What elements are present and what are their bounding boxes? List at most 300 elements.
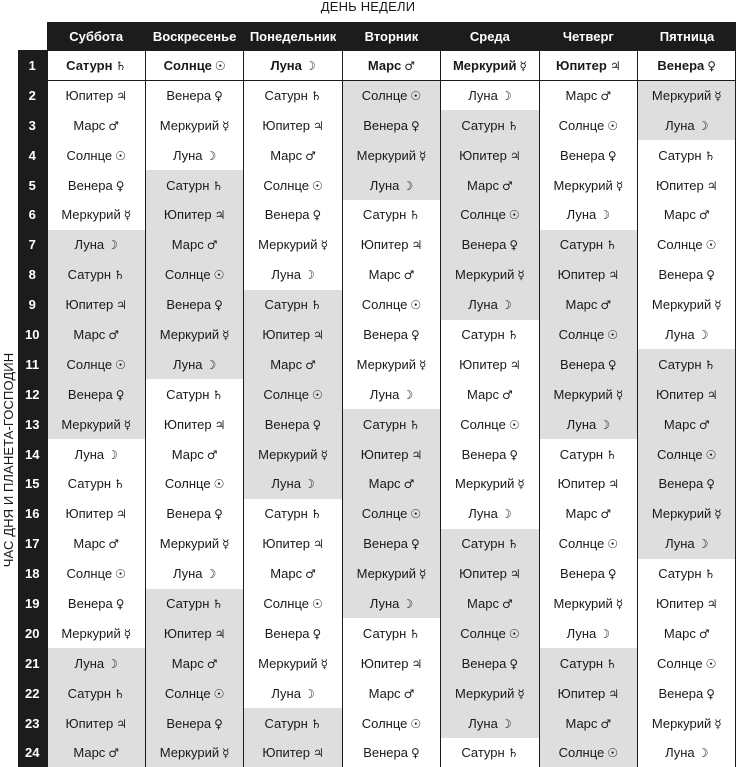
table-row (18, 559, 736, 589)
planet-name: Сатурн (362, 625, 407, 641)
planet-cell-tuesday (342, 51, 440, 81)
planet-name: Венера (560, 147, 605, 163)
planet-name: Солнце (657, 446, 703, 462)
moon-icon: ☽ (303, 477, 315, 492)
planet-name: Венера (658, 267, 704, 283)
planet-cell-tuesday (342, 409, 440, 439)
table-row (18, 80, 736, 110)
planet-cell-friday (638, 170, 736, 200)
mars-icon: ♂ (108, 745, 120, 760)
planet-name: Меркурий (61, 625, 121, 641)
planet-cell-monday (244, 708, 342, 738)
planet-cell-tuesday (342, 230, 440, 260)
planet-name: Солнце (263, 595, 309, 611)
planet-cell-thursday (539, 469, 637, 499)
planet-name: Юпитер (65, 715, 114, 731)
mars-icon: ♂ (108, 327, 120, 342)
mars-icon: ♂ (698, 417, 710, 432)
planet-name: Меркурий (159, 536, 220, 552)
moon-icon: ☽ (500, 507, 512, 522)
table-row (18, 140, 736, 170)
planet-name: Венера (67, 595, 113, 611)
planet-name: Сатурн (658, 147, 702, 163)
planet-cell-monday (244, 529, 342, 559)
planet-cell-friday (638, 618, 736, 648)
planet-cell-monday (244, 80, 342, 110)
planet-name: Луна (468, 297, 498, 313)
hour-number: 4 (18, 140, 47, 170)
planet-cell-wednesday (441, 200, 539, 230)
planet-cell-thursday (539, 140, 637, 170)
planet-name: Сатурн (264, 297, 308, 313)
sun-icon: ☉ (115, 357, 126, 372)
mercury-icon: ☿ (714, 89, 722, 104)
jupiter-icon: ♃ (509, 148, 521, 163)
jupiter-icon: ♃ (609, 58, 621, 73)
planet-name: Марс (171, 446, 204, 462)
table-row (18, 170, 736, 200)
planet-cell-saturday (47, 439, 145, 469)
saturn-icon: ♄ (310, 298, 322, 313)
planet-cell-saturday (47, 678, 145, 708)
planet-cell-tuesday (342, 320, 440, 350)
planet-cell-friday (638, 320, 736, 350)
planet-name: Юпитер (163, 416, 212, 432)
planet-cell-sunday (145, 738, 243, 767)
planet-cell-monday (244, 439, 342, 469)
planet-cell-wednesday (441, 618, 539, 648)
venus-icon: ♀ (214, 507, 223, 522)
planet-name: Юпитер (65, 506, 114, 522)
mars-icon: ♂ (305, 357, 316, 372)
hour-number: 18 (18, 559, 47, 589)
table-row (18, 529, 736, 559)
venus-icon: ♀ (706, 268, 716, 283)
planet-name: Венера (560, 566, 605, 582)
planet-cell-monday (244, 738, 342, 767)
jupiter-icon: ♃ (116, 298, 127, 313)
moon-icon: ☽ (599, 626, 610, 641)
moon-icon: ☽ (697, 537, 709, 552)
planet-cell-wednesday (441, 260, 539, 290)
planet-cell-tuesday (342, 708, 440, 738)
planet-name: Меркурий (553, 386, 613, 402)
planet-name: Меркурий (553, 595, 613, 611)
planet-cell-tuesday (342, 499, 440, 529)
moon-icon: ☽ (402, 178, 414, 193)
hour-number: 12 (18, 379, 47, 409)
planet-cell-sunday (145, 110, 243, 140)
planet-name: Луна (74, 655, 105, 671)
planet-name: Венера (363, 744, 408, 760)
planet-name: Юпитер (459, 566, 507, 582)
planet-cell-sunday (145, 439, 243, 469)
planet-cell-friday (638, 200, 736, 230)
sun-icon: ☉ (705, 238, 717, 253)
planet-name: Марс (663, 625, 696, 641)
table-row (18, 51, 736, 81)
venus-icon: ♀ (115, 178, 125, 193)
planet-name: Венера (657, 57, 705, 73)
saturn-icon: ♄ (212, 178, 224, 193)
mercury-icon: ☿ (519, 58, 527, 73)
saturn-icon: ♄ (115, 58, 127, 73)
sun-icon: ☉ (410, 507, 422, 522)
planet-name: Солнце (460, 416, 506, 432)
corner-cell (18, 22, 47, 51)
moon-icon: ☽ (205, 567, 217, 582)
planet-cell-wednesday (441, 170, 539, 200)
planet-name: Меркурий (356, 566, 416, 582)
planet-name: Луна (271, 476, 301, 492)
planet-cell-saturday (47, 290, 145, 320)
planet-cell-wednesday (441, 110, 539, 140)
table-row (18, 110, 736, 140)
planet-name: Меркурий (61, 207, 121, 223)
planet-name: Меркурий (258, 655, 318, 671)
planet-cell-wednesday (441, 439, 539, 469)
planet-cell-sunday (145, 200, 243, 230)
day-header-tuesday: Вторник (342, 22, 440, 51)
planet-cell-monday (244, 648, 342, 678)
sun-icon: ☉ (115, 148, 126, 163)
table-row (18, 708, 736, 738)
venus-icon: ♀ (707, 58, 717, 73)
planet-name: Меркурий (258, 446, 318, 462)
planet-cell-friday (638, 260, 736, 290)
planet-cell-tuesday (342, 140, 440, 170)
hour-number: 6 (18, 200, 47, 230)
planet-cell-saturday (47, 320, 145, 350)
table-row (18, 738, 736, 767)
planet-cell-wednesday (441, 379, 539, 409)
planet-cell-saturday (47, 738, 145, 767)
planet-name: Сатурн (461, 536, 505, 552)
planet-name: Луна (74, 237, 105, 253)
mercury-icon: ☿ (517, 686, 525, 701)
planet-cell-friday (638, 469, 736, 499)
planet-name: Солнце (558, 536, 605, 552)
planet-cell-tuesday (342, 529, 440, 559)
planet-name: Солнце (164, 685, 211, 701)
venus-icon: ♀ (214, 89, 223, 104)
planet-name: Меркурий (651, 297, 712, 313)
venus-icon: ♀ (509, 238, 519, 253)
planet-cell-monday (244, 409, 342, 439)
table-row (18, 260, 736, 290)
saturn-icon: ♄ (409, 208, 421, 223)
hour-number: 20 (18, 618, 47, 648)
moon-icon: ☽ (402, 596, 414, 611)
planet-name: Луна (566, 416, 597, 432)
planet-name: Венера (67, 386, 113, 402)
table-row (18, 320, 736, 350)
planet-name: Юпитер (262, 744, 311, 760)
saturn-icon: ♄ (310, 89, 322, 104)
moon-icon: ☽ (500, 716, 512, 731)
venus-icon: ♀ (509, 447, 519, 462)
planet-cell-saturday (47, 230, 145, 260)
planet-cell-friday (638, 738, 736, 767)
planet-name: Марс (663, 207, 696, 223)
planet-name: Марс (368, 267, 401, 283)
mercury-icon: ☿ (222, 745, 230, 760)
saturn-icon: ♄ (310, 507, 322, 522)
planet-cell-monday (244, 589, 342, 619)
planet-name: Юпитер (557, 476, 606, 492)
planetary-hours-table (18, 22, 736, 767)
planet-name: Луна (665, 536, 695, 552)
hour-number: 3 (18, 110, 47, 140)
saturn-icon: ♄ (114, 686, 125, 701)
planet-cell-friday (638, 529, 736, 559)
mars-icon: ♂ (403, 268, 415, 283)
table-row (18, 230, 736, 260)
venus-icon: ♀ (410, 327, 420, 342)
mercury-icon: ☿ (714, 716, 722, 731)
planet-cell-sunday (145, 349, 243, 379)
planet-name: Юпитер (459, 356, 507, 372)
planet-name: Солнце (558, 744, 605, 760)
mars-icon: ♂ (403, 477, 415, 492)
mercury-icon: ☿ (517, 477, 525, 492)
table-row (18, 349, 736, 379)
venus-icon: ♀ (312, 208, 322, 223)
planet-name: Сатурн (67, 476, 111, 492)
sun-icon: ☉ (607, 537, 619, 552)
moon-icon: ☽ (107, 656, 118, 671)
moon-icon: ☽ (697, 118, 709, 133)
planet-cell-sunday (145, 708, 243, 738)
saturn-icon: ♄ (114, 268, 125, 283)
planet-name: Венера (363, 536, 408, 552)
mars-icon: ♂ (206, 656, 218, 671)
planet-cell-monday (244, 260, 342, 290)
hour-number: 8 (18, 260, 47, 290)
planet-cell-thursday (539, 439, 637, 469)
sun-icon: ☉ (213, 477, 225, 492)
planet-cell-wednesday (441, 708, 539, 738)
planet-cell-monday (244, 469, 342, 499)
planet-name: Солнце (263, 177, 309, 193)
sun-icon: ☉ (311, 178, 323, 193)
planet-name: Сатурн (658, 566, 702, 582)
planet-name: Юпитер (656, 386, 704, 402)
planet-name: Венера (363, 326, 408, 342)
venus-icon: ♀ (214, 298, 223, 313)
hour-number: 22 (18, 678, 47, 708)
planet-name: Марс (270, 147, 303, 163)
moon-icon: ☽ (303, 686, 315, 701)
planet-name: Марс (171, 655, 204, 671)
planet-cell-thursday (539, 290, 637, 320)
planet-name: Марс (73, 744, 106, 760)
planet-cell-saturday (47, 140, 145, 170)
planet-cell-thursday (539, 708, 637, 738)
planet-name: Марс (663, 416, 696, 432)
planet-cell-sunday (145, 618, 243, 648)
planet-cell-sunday (145, 320, 243, 350)
sun-icon: ☉ (214, 58, 226, 73)
planet-cell-wednesday (441, 80, 539, 110)
planet-name: Сатурн (461, 117, 505, 133)
planet-cell-saturday (47, 349, 145, 379)
planet-cell-sunday (145, 589, 243, 619)
planet-cell-tuesday (342, 260, 440, 290)
planet-cell-thursday (539, 200, 637, 230)
planet-cell-friday (638, 589, 736, 619)
mars-icon: ♂ (108, 118, 120, 133)
planet-cell-friday (638, 140, 736, 170)
planet-cell-saturday (47, 379, 145, 409)
planet-name: Меркурий (651, 506, 712, 522)
moon-icon: ☽ (304, 58, 316, 73)
saturn-icon: ♄ (507, 118, 519, 133)
planet-name: Юпитер (556, 57, 607, 73)
planet-cell-monday (244, 499, 342, 529)
mercury-icon: ☿ (418, 567, 427, 582)
planet-cell-saturday (47, 648, 145, 678)
sun-icon: ☉ (410, 716, 422, 731)
mercury-icon: ☿ (714, 507, 722, 522)
sun-icon: ☉ (705, 447, 717, 462)
planet-cell-friday (638, 559, 736, 589)
planet-name: Юпитер (656, 177, 704, 193)
planet-name: Солнце (163, 57, 212, 73)
saturn-icon: ♄ (409, 417, 421, 432)
planet-cell-tuesday (342, 290, 440, 320)
planet-cell-tuesday (342, 618, 440, 648)
planet-name: Юпитер (65, 88, 114, 104)
planet-name: Юпитер (262, 117, 311, 133)
planet-cell-thursday (539, 589, 637, 619)
planet-name: Солнце (66, 147, 113, 163)
planet-cell-saturday (47, 618, 145, 648)
planet-cell-sunday (145, 260, 243, 290)
planet-name: Луна (369, 595, 400, 611)
planet-cell-monday (244, 140, 342, 170)
planet-cell-tuesday (342, 200, 440, 230)
planet-cell-saturday (47, 589, 145, 619)
planet-name: Сатурн (461, 326, 505, 342)
planet-name: Венера (461, 237, 507, 253)
table-row (18, 678, 736, 708)
planet-name: Венера (264, 625, 310, 641)
planet-cell-sunday (145, 469, 243, 499)
table-row (18, 439, 736, 469)
hour-number: 10 (18, 320, 47, 350)
planet-name: Меркурий (452, 57, 517, 73)
table-row (18, 200, 736, 230)
planet-name: Меркурий (159, 326, 220, 342)
planet-cell-monday (244, 200, 342, 230)
saturn-icon: ♄ (704, 567, 716, 582)
mercury-icon: ☿ (615, 387, 624, 402)
planet-cell-thursday (539, 618, 637, 648)
moon-icon: ☽ (107, 447, 118, 462)
planet-name: Сатурн (559, 237, 604, 253)
planet-cell-thursday (539, 499, 637, 529)
planet-cell-wednesday (441, 51, 539, 81)
day-header-thursday: Четверг (539, 22, 637, 51)
planet-name: Венера (560, 356, 605, 372)
planet-cell-wednesday (441, 349, 539, 379)
sun-icon: ☉ (213, 268, 225, 283)
planet-name: Марс (467, 177, 499, 193)
mars-icon: ♂ (600, 298, 612, 313)
planet-cell-monday (244, 51, 342, 81)
planet-name: Сатурн (264, 715, 308, 731)
mercury-icon: ☿ (222, 118, 230, 133)
saturn-icon: ♄ (114, 477, 125, 492)
moon-icon: ☽ (205, 357, 217, 372)
mars-icon: ♂ (108, 537, 120, 552)
sun-icon: ☉ (508, 626, 520, 641)
jupiter-icon: ♃ (313, 537, 324, 552)
planet-cell-sunday (145, 170, 243, 200)
planet-name: Солнце (66, 356, 113, 372)
planet-cell-thursday (539, 678, 637, 708)
sun-icon: ☉ (311, 387, 323, 402)
planet-name: Сатурн (362, 416, 407, 432)
planet-cell-tuesday (342, 110, 440, 140)
planet-cell-monday (244, 290, 342, 320)
planet-cell-friday (638, 648, 736, 678)
planet-cell-wednesday (441, 469, 539, 499)
jupiter-icon: ♃ (214, 626, 226, 641)
mercury-icon: ☿ (123, 208, 132, 223)
planet-cell-tuesday (342, 170, 440, 200)
hour-number: 17 (18, 529, 47, 559)
jupiter-icon: ♃ (313, 327, 324, 342)
planet-name: Венера (461, 655, 507, 671)
planet-cell-saturday (47, 200, 145, 230)
planet-name: Меркурий (61, 416, 121, 432)
saturn-icon: ♄ (606, 656, 617, 671)
table-title-hours: ЧАС ДНЯ И ПЛАНЕТА-ГОСПОДИН (1, 352, 16, 568)
planet-name: Венера (166, 297, 212, 313)
planet-name: Меркурий (553, 177, 613, 193)
mercury-icon: ☿ (615, 178, 624, 193)
planet-name: Марс (467, 386, 499, 402)
mercury-icon: ☿ (714, 298, 722, 313)
planet-name: Меркурий (651, 88, 712, 104)
moon-icon: ☽ (205, 148, 217, 163)
jupiter-icon: ♃ (411, 238, 423, 253)
mars-icon: ♂ (600, 507, 612, 522)
mars-icon: ♂ (305, 148, 316, 163)
planet-cell-friday (638, 409, 736, 439)
mars-icon: ♂ (698, 208, 710, 223)
saturn-icon: ♄ (409, 626, 421, 641)
mercury-icon: ☿ (222, 537, 230, 552)
planet-cell-thursday (539, 320, 637, 350)
planet-name: Луна (172, 356, 203, 372)
planet-name: Луна (271, 267, 301, 283)
hour-number: 16 (18, 499, 47, 529)
hour-number: 13 (18, 409, 47, 439)
day-header-wednesday: Среда (441, 22, 539, 51)
sun-icon: ☉ (213, 686, 225, 701)
planet-cell-saturday (47, 708, 145, 738)
planet-cell-saturday (47, 409, 145, 439)
jupiter-icon: ♃ (214, 208, 226, 223)
moon-icon: ☽ (500, 89, 512, 104)
mercury-icon: ☿ (123, 626, 132, 641)
planet-name: Юпитер (65, 297, 114, 313)
table-title-days: ДЕНЬ НЕДЕЛИ (320, 0, 416, 14)
venus-icon: ♀ (312, 417, 322, 432)
